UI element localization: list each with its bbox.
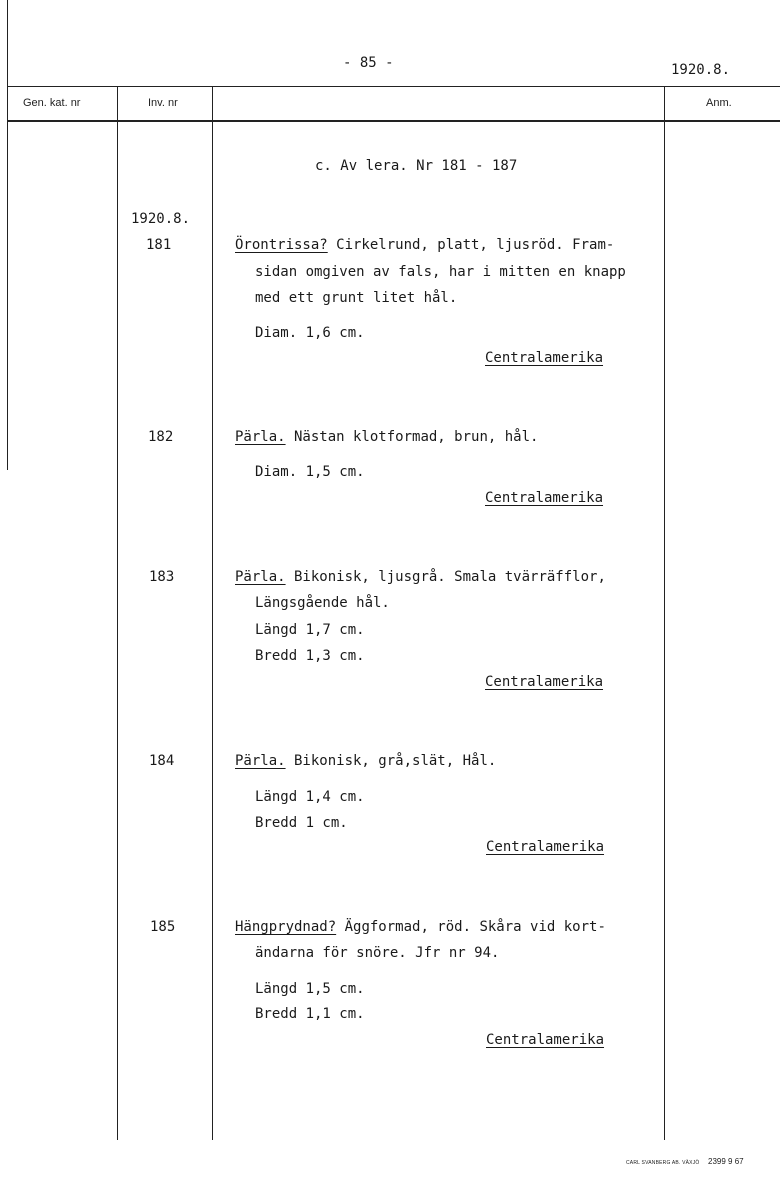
measurement: Längd 1,5 cm. bbox=[255, 981, 365, 997]
entry-description-line bbox=[235, 753, 496, 769]
entry-description-line: sidan omgiven av fals, har i mitten en knapp bbox=[255, 264, 626, 280]
object-term: Pärla. bbox=[235, 429, 286, 445]
section-heading: c. Av lera. Nr 181 - 187 bbox=[315, 158, 518, 174]
inv-number: 183 bbox=[149, 569, 175, 585]
entry-description-line: med ett grunt litet hål. bbox=[255, 290, 458, 306]
entry-description-line bbox=[235, 237, 614, 253]
form-number: 2399 9 67 bbox=[708, 1157, 744, 1166]
column-divider-2 bbox=[212, 86, 213, 1140]
measurement: Längd 1,4 cm. bbox=[255, 789, 365, 805]
inv-number: 184 bbox=[149, 753, 175, 769]
inv-number: 181 bbox=[146, 237, 172, 253]
column-header-inv: Inv. nr bbox=[148, 97, 178, 109]
description-text: Cirkelrund, platt, ljusröd. Fram- bbox=[327, 237, 615, 253]
inv-number: 182 bbox=[148, 429, 174, 445]
description-text: Äggformad, röd. Skåra vid kort- bbox=[336, 919, 606, 935]
measurement: Bredd 1,3 cm. bbox=[255, 648, 365, 664]
origin: Centralamerika bbox=[485, 490, 604, 506]
measurement: Bredd 1,1 cm. bbox=[255, 1006, 365, 1022]
inventory-year: 1920.8. bbox=[131, 211, 191, 227]
printer-imprint: CARL SVANBERG AB. VÄXJÖ bbox=[626, 1160, 700, 1166]
object-term: Pärla. bbox=[235, 569, 286, 585]
column-divider-3 bbox=[664, 86, 665, 1140]
origin: Centralamerika bbox=[485, 350, 604, 366]
description-text: Nästan klotformad, brun, hål. bbox=[285, 429, 539, 445]
inv-number: 185 bbox=[150, 919, 176, 935]
entry-description-line: Längsgående hål. bbox=[255, 595, 390, 611]
column-header-gen-kat: Gen. kat. nr bbox=[23, 97, 81, 109]
object-term: Hängprydnad? bbox=[235, 919, 337, 935]
measurement: Diam. 1,6 cm. bbox=[255, 325, 365, 341]
measurement: Diam. 1,5 cm. bbox=[255, 464, 365, 480]
entry-description-line: ändarna för snöre. Jfr nr 94. bbox=[255, 945, 500, 961]
measurement: Bredd 1 cm. bbox=[255, 815, 348, 831]
description-text: Bikonisk, ljusgrå. Smala tvärräfflor, bbox=[285, 569, 606, 585]
column-divider-1 bbox=[117, 86, 118, 1140]
entry-description-line bbox=[235, 429, 538, 445]
column-header-anm: Anm. bbox=[706, 97, 732, 109]
left-margin-line bbox=[7, 0, 8, 470]
origin: Centralamerika bbox=[485, 674, 604, 690]
object-term: Örontrissa? bbox=[235, 237, 328, 253]
description-text: Bikonisk, grå,slät, Hål. bbox=[285, 753, 497, 769]
origin: Centralamerika bbox=[486, 1032, 605, 1048]
object-term: Pärla. bbox=[235, 753, 286, 769]
measurement: Längd 1,7 cm. bbox=[255, 622, 365, 638]
year-reference: 1920.8. bbox=[671, 62, 731, 78]
origin: Centralamerika bbox=[486, 839, 605, 855]
entry-description-line bbox=[235, 919, 606, 935]
entry-description-line bbox=[235, 569, 606, 585]
page-number: - 85 - bbox=[343, 55, 394, 71]
